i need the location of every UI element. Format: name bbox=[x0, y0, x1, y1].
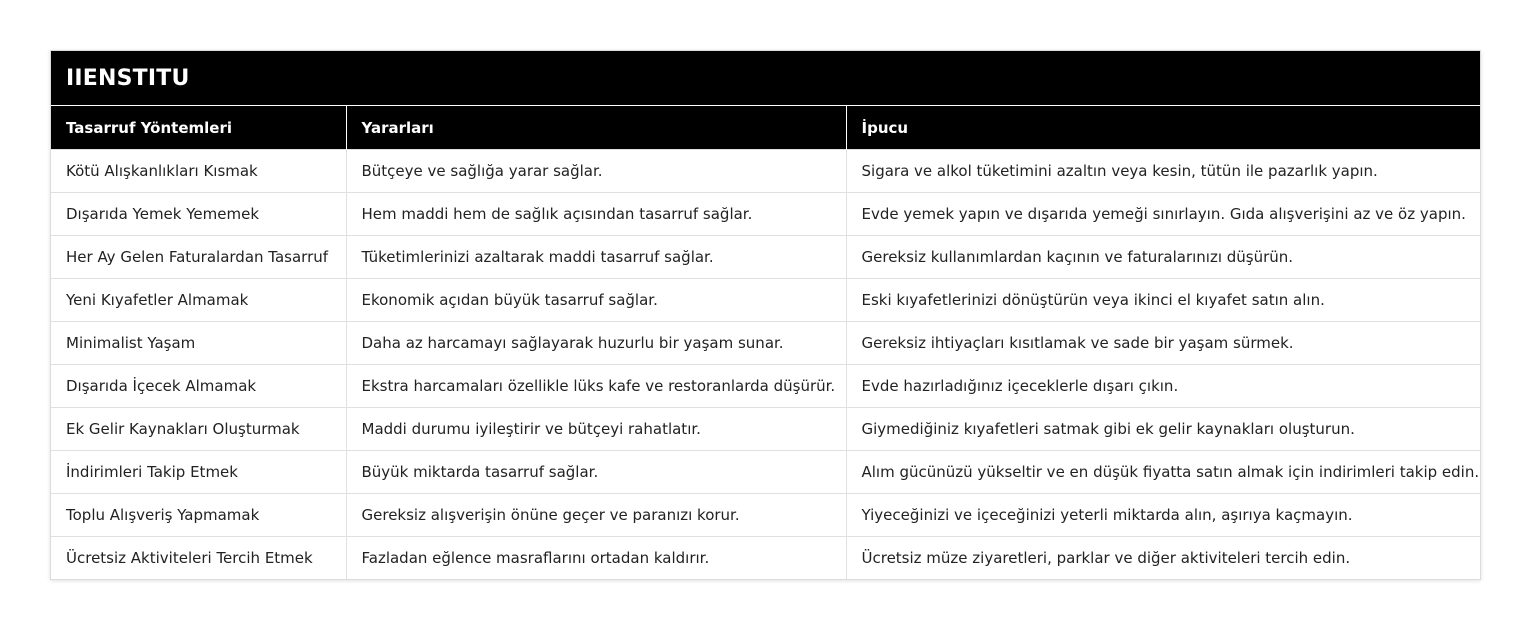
cell-method: Minimalist Yaşam bbox=[51, 322, 346, 365]
cell-tip: Yiyeceğinizi ve içeceğinizi yeterli miktarda alın, aşırıya kaçmayın. bbox=[846, 494, 1480, 537]
cell-benefit: Daha az harcamayı sağlayarak huzurlu bir yaşam sunar. bbox=[346, 322, 846, 365]
savings-table bbox=[51, 51, 1480, 579]
cell-method: Dışarıda Yemek Yememek bbox=[51, 193, 346, 236]
table-row bbox=[51, 193, 1480, 236]
table-row bbox=[51, 494, 1480, 537]
cell-tip: Giymediğiniz kıyafetleri satmak gibi ek gelir kaynakları oluşturun. bbox=[846, 408, 1480, 451]
cell-method: Ücretsiz Aktiviteleri Tercih Etmek bbox=[51, 537, 346, 580]
cell-method: Yeni Kıyafetler Almamak bbox=[51, 279, 346, 322]
table-row bbox=[51, 236, 1480, 279]
cell-benefit: Ekonomik açıdan büyük tasarruf sağlar. bbox=[346, 279, 846, 322]
table-row bbox=[51, 408, 1480, 451]
table-title-row bbox=[51, 51, 1480, 106]
cell-benefit: Fazladan eğlence masraflarını ortadan kaldırır. bbox=[346, 537, 846, 580]
cell-benefit: Maddi durumu iyileştirir ve bütçeyi rahatlatır. bbox=[346, 408, 846, 451]
cell-method: Toplu Alışveriş Yapmamak bbox=[51, 494, 346, 537]
cell-method: İndirimleri Takip Etmek bbox=[51, 451, 346, 494]
table-row bbox=[51, 150, 1480, 193]
cell-tip: Evde hazırladığınız içeceklerle dışarı çıkın. bbox=[846, 365, 1480, 408]
column-header-benefits: Yararları bbox=[346, 106, 846, 150]
table-title: IIENSTITU bbox=[51, 51, 1480, 106]
cell-benefit: Bütçeye ve sağlığa yarar sağlar. bbox=[346, 150, 846, 193]
table-row bbox=[51, 365, 1480, 408]
cell-tip: Alım gücünüzü yükseltir ve en düşük fiyatta satın almak için indirimleri takip edin. bbox=[846, 451, 1480, 494]
cell-method: Dışarıda İçecek Almamak bbox=[51, 365, 346, 408]
table-header-row bbox=[51, 106, 1480, 150]
cell-benefit: Ekstra harcamaları özellikle lüks kafe ve restoranlarda düşürür. bbox=[346, 365, 846, 408]
column-header-methods: Tasarruf Yöntemleri bbox=[51, 106, 346, 150]
cell-benefit: Tüketimlerinizi azaltarak maddi tasarruf sağlar. bbox=[346, 236, 846, 279]
cell-benefit: Hem maddi hem de sağlık açısından tasarruf sağlar. bbox=[346, 193, 846, 236]
cell-tip: Gereksiz ihtiyaçları kısıtlamak ve sade bir yaşam sürmek. bbox=[846, 322, 1480, 365]
cell-tip: Eski kıyafetlerinizi dönüştürün veya ikinci el kıyafet satın alın. bbox=[846, 279, 1480, 322]
savings-table-container bbox=[50, 50, 1481, 580]
table-row bbox=[51, 279, 1480, 322]
cell-method: Kötü Alışkanlıkları Kısmak bbox=[51, 150, 346, 193]
table-row bbox=[51, 322, 1480, 365]
table-row bbox=[51, 451, 1480, 494]
table-row bbox=[51, 537, 1480, 580]
cell-benefit: Büyük miktarda tasarruf sağlar. bbox=[346, 451, 846, 494]
cell-method: Her Ay Gelen Faturalardan Tasarruf bbox=[51, 236, 346, 279]
cell-tip: Evde yemek yapın ve dışarıda yemeği sınırlayın. Gıda alışverişini az ve öz yapın. bbox=[846, 193, 1480, 236]
cell-tip: Sigara ve alkol tüketimini azaltın veya kesin, tütün ile pazarlık yapın. bbox=[846, 150, 1480, 193]
cell-tip: Gereksiz kullanımlardan kaçının ve faturalarınızı düşürün. bbox=[846, 236, 1480, 279]
column-header-tip: İpucu bbox=[846, 106, 1480, 150]
cell-tip: Ücretsiz müze ziyaretleri, parklar ve diğer aktiviteleri tercih edin. bbox=[846, 537, 1480, 580]
cell-method: Ek Gelir Kaynakları Oluşturmak bbox=[51, 408, 346, 451]
cell-benefit: Gereksiz alışverişin önüne geçer ve paranızı korur. bbox=[346, 494, 846, 537]
